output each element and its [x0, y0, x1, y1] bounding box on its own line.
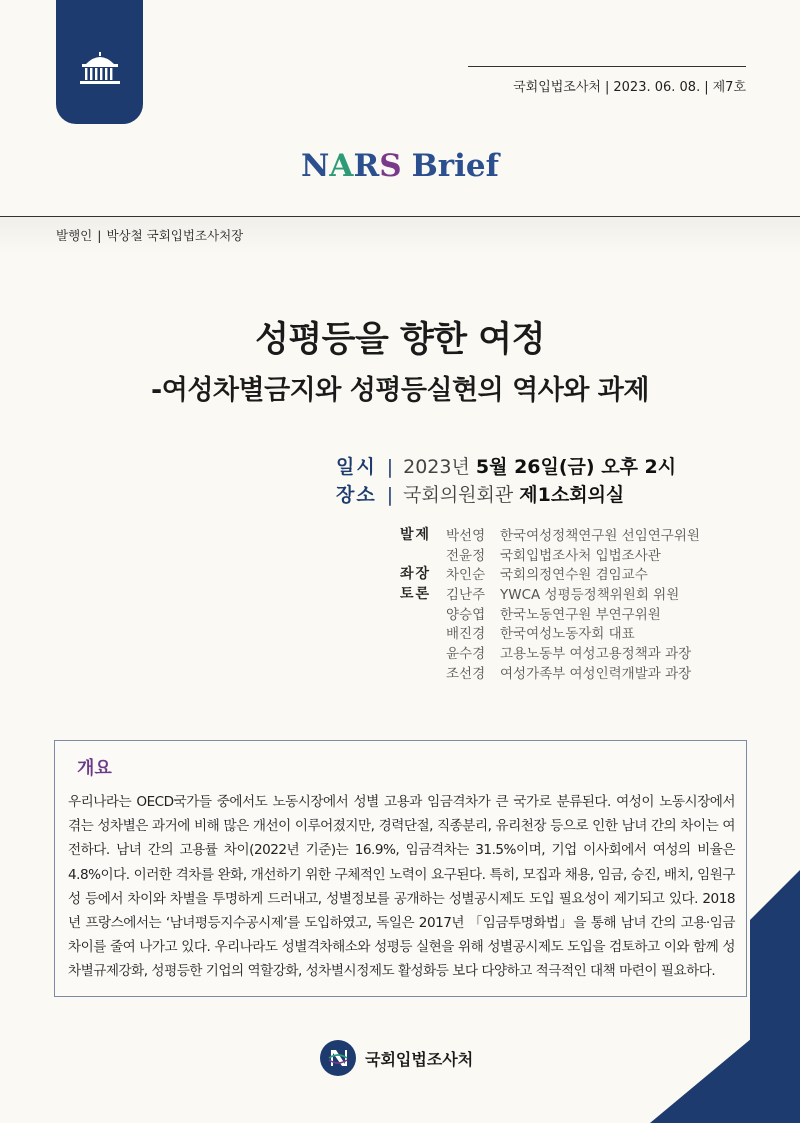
participant-row	[400, 563, 700, 583]
participant-row	[400, 544, 700, 564]
participant-affiliation: 한국여성정책연구원 선임연구위원	[500, 527, 700, 544]
participants-list	[400, 524, 700, 682]
participant-row	[400, 662, 700, 682]
emblem-tab	[56, 0, 143, 124]
participant-row	[400, 603, 700, 623]
nars-brief-logo	[0, 148, 800, 184]
place-room: 제1소회의실	[519, 484, 625, 506]
participant-affiliation: 한국여성노동자회 대표	[500, 626, 635, 643]
participant-role: 토론	[400, 585, 432, 602]
footer-org: 국회입법조사처	[365, 1049, 474, 1069]
meta-org: 국회입법조사처	[513, 80, 601, 95]
logo-a: A	[329, 148, 354, 184]
summary-box	[54, 740, 747, 997]
national-assembly-icon	[78, 50, 122, 86]
participant-name: 조선경	[446, 665, 486, 682]
summary-heading: 개요	[77, 758, 112, 779]
participant-role: 좌장	[400, 566, 432, 583]
meta-rule	[468, 66, 746, 67]
page-title: 성평등을 향한 여정	[255, 320, 545, 360]
place-label: 장소	[336, 484, 377, 506]
participant-row	[400, 583, 700, 603]
logo-brief: Brief	[411, 148, 499, 184]
participant-name: 차인순	[446, 567, 486, 584]
participant-affiliation: 국회입법조사처 입법조사관	[500, 547, 661, 564]
participant-affiliation: YWCA 성평등정책위원회 위원	[500, 586, 680, 603]
participant-name: 윤수경	[446, 645, 486, 662]
issue-meta: 국회입법조사처 | 2023. 06. 08. | 제7호	[513, 80, 746, 95]
page-subtitle: -여성차별금지와 성평등실현의 역사와 과제	[151, 375, 649, 406]
date-label: 일시	[336, 456, 377, 478]
summary-body: 우리나라는 OECD국가들 중에서도 노동시장에서 성별 고용과 임금격차가 큰 국가로 분류된다. 여성이 노동시장에서 겪는 성차별은 과거에 비해 많은 개선이 이루어졌지만, 경력단절, 직종분리, 유리천장 등으로 인한 남녀 간의 차이는 여전하다. 남녀 간의 고용률 차이(2022년 기준)는 16.9%, 임금격차는 31.5%이며, 기업 이사회에서 여성의 비율은 4.8%이다. 이러한 격차를 완화, 개선하기 위한 구체적인 노력이 요구된다. 특히, 모집과 채용, 임금, 승진, 배치, 임원구성 등에서 차이와 차별을 투명하게 드러내고, 성별정보를 공개하는 성별공시제도 도입 필요성이 제기되고 있다. 2018년 프랑스에서는 ‘남녀평등지수공시제’를 도입하였고, 독일은 2017년 「임금투명화법」을 통해 남녀 간의 고용·임금 차이를 줄여 나가고 있다. 우리나라도 성별격차해소와 성평등 실현을 위해 성별공시제도 도입을 검토하고 이와 함께 성차별규제강화, 성평등한 기업의 역할강화, 성차별시정제도 활성화등 보다 다양하고 적극적인 대책 마련이 필요하다.	[68, 794, 735, 980]
participant-name: 박선영	[446, 527, 486, 544]
date-rest: 5월 26일(금) 오후 2시	[475, 456, 677, 478]
participant-affiliation: 한국노동연구원 부연구위원	[500, 606, 661, 623]
participant-affiliation: 국회의정연수원 겸임교수	[500, 567, 648, 584]
place-main: 국회의원회관	[403, 484, 514, 506]
publisher: 발행인 | 박상철 국회입법조사처장	[56, 228, 244, 243]
logo-s: S	[379, 148, 402, 184]
participant-role: 발제	[400, 526, 432, 543]
event-date: 일시 | 2023년 5월 26일(금) 오후 2시	[336, 456, 677, 478]
publisher-value: 박상철 국회입법조사처장	[106, 228, 244, 243]
meta-issue: 제7호	[712, 80, 746, 95]
nars-seal-icon	[320, 1040, 356, 1076]
date-year: 2023년	[403, 456, 470, 478]
meta-date: 2023. 06. 08.	[613, 80, 701, 95]
participant-row	[400, 642, 700, 662]
logo-r: R	[353, 148, 380, 184]
participant-affiliation: 고용노동부 여성고용정책과 과장	[500, 645, 692, 662]
footer	[320, 1040, 473, 1076]
participant-row	[400, 622, 700, 642]
logo-n: N	[301, 148, 330, 184]
corner-triangle-right	[750, 870, 800, 920]
event-place: 장소 | 국회의원회관 제1소회의실	[336, 484, 625, 506]
publisher-label: 발행인	[56, 228, 93, 243]
participant-affiliation: 여성가족부 여성인력개발과 과장	[500, 665, 692, 682]
participant-name: 배진경	[446, 626, 486, 643]
corner-triangle-bottom	[650, 998, 800, 1123]
participant-row	[400, 524, 700, 544]
participant-name: 김난주	[446, 586, 486, 603]
participant-name: 전윤정	[446, 547, 486, 564]
participant-name: 양승엽	[446, 606, 486, 623]
